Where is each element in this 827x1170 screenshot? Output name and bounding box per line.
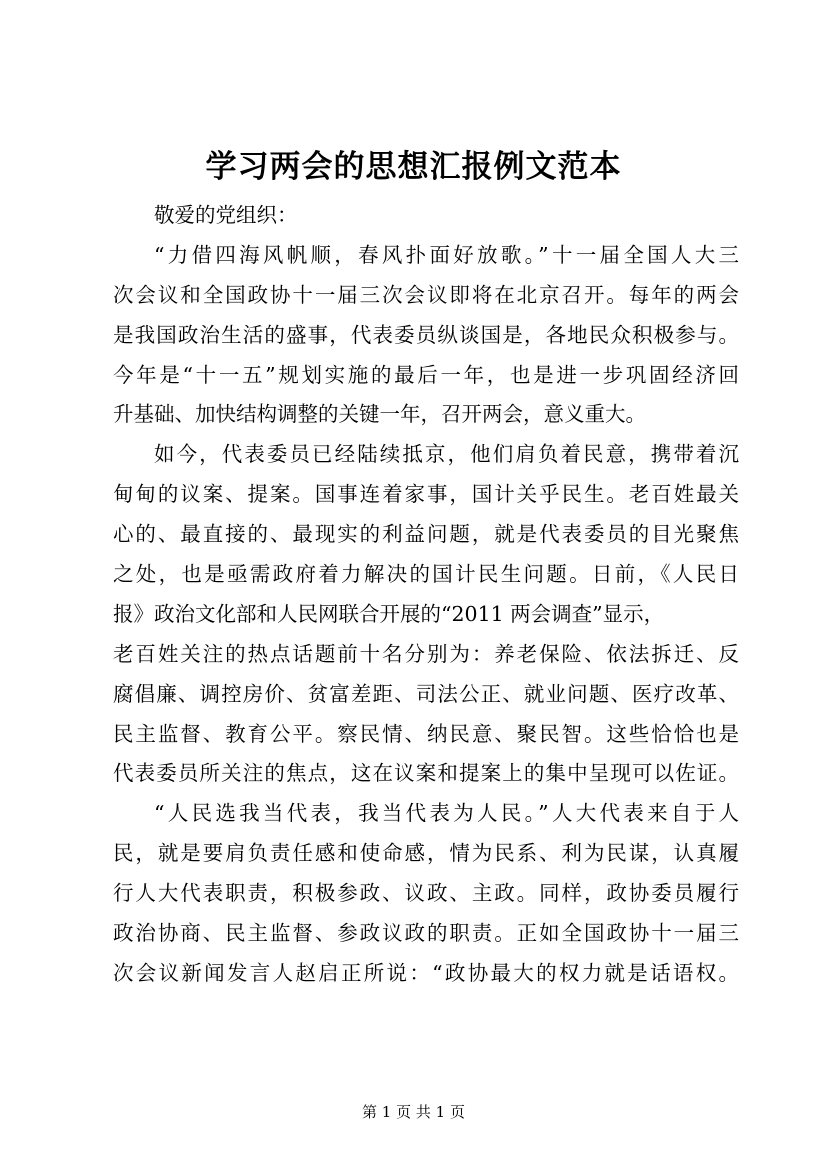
body-line: 次会议和全国政协十一届三次会议即将在北京召开。每年的两会 xyxy=(113,282,739,307)
body-line: 代表委员所关注的焦点，这在议案和提案上的集中呈现可以佐证。 xyxy=(113,761,739,786)
body-line: “力借四海风帆顺，春风扑面好放歌。”十一届全国人大三 xyxy=(154,242,739,267)
body-line: “人民选我当代表，我当代表为人民。”人大代表来自于人 xyxy=(154,801,739,826)
body-line: 甸甸的议案、提案。国事连着家事，国计关乎民生。老百姓最关 xyxy=(113,482,739,507)
body-line: 腐倡廉、调控房价、贫富差距、司法公正、就业问题、医疗改革、 xyxy=(113,681,739,706)
body-line: 升基础、加快结构调整的关键一年，召开两会，意义重大。 xyxy=(113,402,646,427)
body-line: 敬爱的党组织： xyxy=(154,203,298,227)
body-line: 报》政治文化部和人民网联合开展的“2011 两会调查”显示， xyxy=(113,601,665,626)
body-line: 是我国政治生活的盛事，代表委员纵谈国是，各地民众积极参与。 xyxy=(113,322,739,347)
page-footer: 第 1 页 共 1 页 xyxy=(362,1103,465,1121)
body-line: 老百姓关注的热点话题前十名分别为：养老保险、依法拆迁、反 xyxy=(113,641,739,666)
body-line: 次会议新闻发言人赵启正所说：“政协最大的权力就是话语权。 xyxy=(113,960,739,985)
document-body xyxy=(113,196,739,994)
body-line: 心的、最直接的、最现实的利益问题，就是代表委员的目光聚焦 xyxy=(113,522,739,547)
body-line: 政治协商、民主监督、参政议政的职责。正如全国政协十一届三 xyxy=(113,921,739,946)
document-title: 学习两会的思想汇报例文范本 xyxy=(205,149,622,185)
body-line: 如今，代表委员已经陆续抵京，他们肩负着民意，携带着沉 xyxy=(154,442,739,467)
body-line: 之处，也是亟需政府着力解决的国计民生问题。日前，《人民日 xyxy=(113,562,739,587)
body-line: 行人大代表职责，积极参政、议政、主政。同样，政协委员履行 xyxy=(113,881,739,906)
body-line: 民主监督、教育公平。察民情、纳民意、聚民智。这些恰恰也是 xyxy=(113,721,739,746)
body-line: 民，就是要肩负责任感和使命感，情为民系、利为民谋，认真履 xyxy=(113,841,739,866)
body-line: 今年是“十一五”规划实施的最后一年，也是进一步巩固经济回 xyxy=(113,362,739,387)
